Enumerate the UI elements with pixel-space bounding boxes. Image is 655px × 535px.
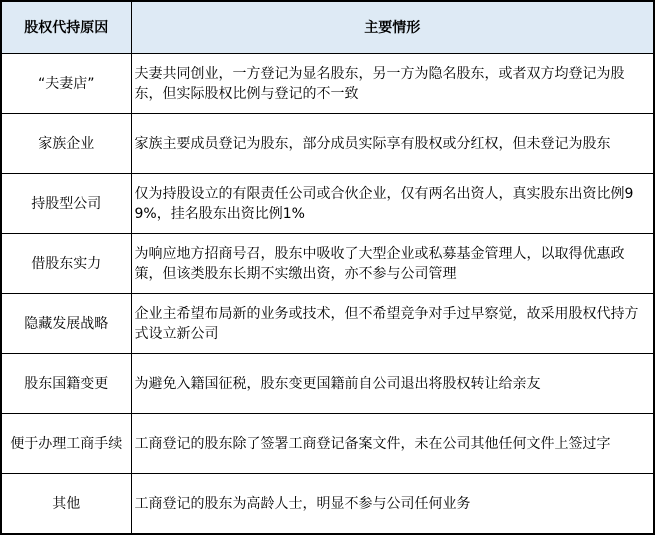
reason-cell: 持股型公司 xyxy=(1,174,131,234)
header-reason: 股权代持原因 xyxy=(1,1,131,54)
table-header-row xyxy=(1,1,654,54)
table-row xyxy=(1,474,654,535)
table-row xyxy=(1,354,654,414)
table-row xyxy=(1,414,654,474)
table-row xyxy=(1,114,654,174)
reason-cell: 便于办理工商手续 xyxy=(1,414,131,474)
description-cell: 仅为持股设立的有限责任公司或合伙企业，仅有两名出资人，真实股东出资比例99%，挂名股东出资比例1% xyxy=(131,174,654,234)
reason-cell: 隐藏发展战略 xyxy=(1,294,131,354)
description-cell: 工商登记的股东为高龄人士，明显不参与公司任何业务 xyxy=(131,474,654,535)
table-row xyxy=(1,54,654,114)
table-row xyxy=(1,234,654,294)
reason-cell: 股东国籍变更 xyxy=(1,354,131,414)
description-cell: 为避免入籍国征税，股东变更国籍前自公司退出将股权转让给亲友 xyxy=(131,354,654,414)
description-cell: 夫妻共同创业，一方登记为显名股东，另一方为隐名股东，或者双方均登记为股东，但实际股权比例与登记的不一致 xyxy=(131,54,654,114)
reason-cell: 家族企业 xyxy=(1,114,131,174)
table-row xyxy=(1,294,654,354)
reason-cell: “夫妻店” xyxy=(1,54,131,114)
description-cell: 为响应地方招商号召，股东中吸收了大型企业或私募基金管理人，以取得优惠政策，但该类股东长期不实缴出资，亦不参与公司管理 xyxy=(131,234,654,294)
description-cell: 工商登记的股东除了签署工商登记备案文件，未在公司其他任何文件上签过字 xyxy=(131,414,654,474)
description-cell: 家族主要成员登记为股东，部分成员实际享有股权或分红权，但未登记为股东 xyxy=(131,114,654,174)
table-row xyxy=(1,174,654,234)
header-situation: 主要情形 xyxy=(131,1,654,54)
reason-cell: 借股东实力 xyxy=(1,234,131,294)
reason-cell: 其他 xyxy=(1,474,131,535)
description-cell: 企业主希望布局新的业务或技术，但不希望竞争对手过早察觉，故采用股权代持方式设立新公司 xyxy=(131,294,654,354)
